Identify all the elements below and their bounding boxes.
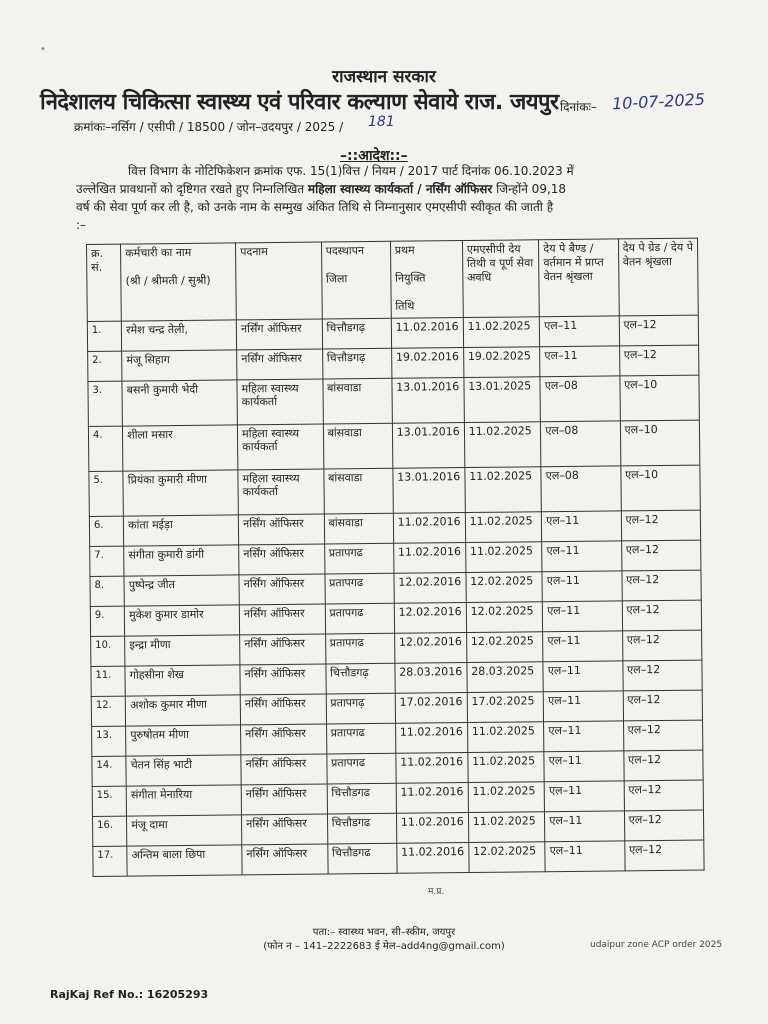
cell-district: चित्तौडगढ: [327, 843, 396, 874]
cell-appointment-date: 13.01.2016: [392, 423, 464, 469]
cell-name: इन्द्रा मीणा: [125, 635, 240, 666]
cell-post: नर्सिंग ऑफिसर: [239, 574, 325, 605]
cell-appointment-date: 11.02.2016: [396, 813, 468, 844]
cell-post: नर्सिंग ऑफिसर: [239, 544, 325, 575]
cell-name: गोहसीना शेख: [125, 665, 240, 696]
cell-macp-date: 11.02.2025: [468, 782, 545, 813]
cell-due-level: एल–12: [623, 690, 703, 721]
cell-current-level: एल–11: [544, 751, 624, 782]
cell-district: चित्तौडगढ़: [322, 348, 391, 379]
cell-appointment-date: 19.02.2016: [391, 348, 463, 379]
cell-sno: 8.: [90, 576, 125, 606]
cell-appointment-date: 11.02.2016: [396, 783, 468, 814]
cell-name: मंजू सिहाग: [122, 350, 237, 381]
order-title: –::आदेश::–: [340, 148, 408, 164]
paragraph-line-1: वित्त विभाग के नोटिफिकेशन क्रमांक एफ. 15(1)वित्त / नियम / 2017 पार्ट दिनांक 06.10.2023 में: [128, 164, 574, 178]
cell-name: प्रियंका कुमारी मीणा: [123, 470, 238, 516]
cell-name: पुष्पेन्द्र जीत: [124, 575, 239, 606]
header-first-appointment: प्रथम नियुक्ति तिथि: [390, 241, 463, 319]
cell-sno: 17.: [93, 846, 128, 876]
paragraph-line-4: :–: [76, 218, 87, 232]
cell-sno: 11.: [91, 666, 126, 696]
cell-current-level: एल–11: [542, 511, 622, 542]
cell-current-level: एल–11: [543, 601, 623, 632]
cell-appointment-date: 12.02.2016: [394, 603, 466, 634]
cell-district: चित्तौडगढ: [327, 783, 396, 814]
cell-macp-date: 12.02.2025: [466, 632, 543, 663]
cell-due-level: एल–12: [624, 840, 704, 871]
cell-sno: 16.: [92, 816, 127, 846]
cell-current-level: एल–11: [540, 346, 620, 377]
cell-appointment-date: 12.02.2016: [394, 633, 466, 664]
cell-due-level: एल–12: [624, 780, 704, 811]
zone-note: udaipur zone ACP order 2025: [590, 940, 723, 950]
cell-current-level: एल–11: [544, 781, 624, 812]
cell-district: चित्तौडगढ: [327, 813, 396, 844]
cell-name: संगीता मेनारिया: [126, 785, 241, 816]
cell-due-level: एल–12: [621, 510, 701, 541]
table-row: [88, 375, 699, 426]
cell-sno: 12.: [91, 696, 126, 726]
cell-due-level: एल–12: [622, 630, 702, 661]
government-title: राजस्थान सरकार: [332, 67, 436, 87]
cell-district: प्रतापगढ: [324, 543, 393, 574]
cell-name: शीला मसार: [123, 425, 238, 471]
cell-appointment-date: 11.02.2016: [395, 723, 467, 754]
header-district: पदस्थापन जिला: [321, 241, 391, 319]
cell-sno: 15.: [92, 786, 127, 816]
cell-current-level: एल–08: [541, 466, 621, 512]
cell-district: प्रतापगढ़: [326, 693, 395, 724]
cell-sno: 3.: [88, 381, 123, 426]
cell-appointment-date: 11.02.2016: [393, 513, 465, 544]
header-post: पदनाम: [236, 242, 322, 320]
date-value: 10-07-2025: [611, 89, 706, 114]
cell-sno: 13.: [92, 726, 127, 756]
header-name: कर्मचारी का नाम (श्री / श्रीमती / सुश्री): [121, 243, 237, 321]
header-macp-date: एमएसीपी देय तिथी व पूर्ण सेवा अवधि: [462, 240, 539, 318]
cell-appointment-date: 28.03.2016: [395, 663, 467, 694]
cell-macp-date: 17.02.2025: [467, 692, 544, 723]
footer-address: पता:– स्वास्थ्य भवन, सी–स्कीम, जयपुर: [312, 927, 456, 938]
table-row: [93, 840, 704, 876]
cell-name: पुरुषोतम मीणा: [126, 725, 241, 756]
cell-current-level: एल–11: [543, 631, 623, 662]
cell-due-level: एल–12: [624, 810, 704, 841]
table-row: [89, 465, 700, 516]
cell-current-level: एल–11: [543, 661, 623, 692]
paragraph-line-3: वर्ष की सेवा पूर्ण कर ली है, को उनके नाम के सम्मुख अंकित तिथि से निम्नानुसार एमएसीपी स्वीकृत की जाती है: [76, 200, 554, 214]
cell-sno: 6.: [89, 516, 124, 546]
cell-macp-date: 12.02.2025: [466, 572, 543, 603]
cell-post: महिला स्वास्थ्य कार्यकर्ता: [238, 469, 324, 515]
cell-post: नर्सिंग ऑफिसर: [240, 634, 326, 665]
cell-name: चेतन सिंह भाटी: [126, 755, 241, 786]
cell-appointment-date: 11.02.2016: [396, 753, 468, 784]
cell-current-level: एल–11: [542, 571, 622, 602]
cell-name: बसनी कुमारी भेदी: [122, 380, 237, 426]
cell-due-level: एल–10: [620, 375, 700, 421]
header-sno: क्र. सं.: [87, 244, 122, 321]
cell-macp-date: 11.02.2025: [465, 542, 542, 573]
cell-sno: 4.: [88, 426, 123, 471]
cell-district: प्रतापगढ: [325, 573, 394, 604]
cell-appointment-date: 11.02.2016: [397, 843, 469, 874]
cell-post: नर्सिंग ऑफिसर: [238, 514, 324, 545]
cell-macp-date: 11.02.2025: [465, 467, 542, 513]
cell-post: नर्सिंग ऑफिसर: [241, 754, 327, 785]
cell-district: चित्तौडगढ़: [322, 318, 391, 349]
cell-due-level: एल–12: [622, 570, 702, 601]
cell-district: प्रतापगढ: [326, 723, 395, 754]
cell-macp-date: 11.02.2025: [468, 752, 545, 783]
cell-post: महिला स्वास्थ्य कार्यकर्ता: [237, 379, 323, 425]
cell-post: नर्सिंग ऑफिसर: [237, 349, 323, 380]
cell-name: कांता मईड़ा: [124, 515, 239, 546]
cell-district: बांसवाडा: [323, 468, 393, 514]
cell-due-level: एल–12: [619, 345, 699, 376]
cell-name: रमेश चन्द्र तेली,: [122, 320, 237, 351]
table-row: [88, 420, 699, 471]
cell-current-level: एल–11: [544, 691, 624, 722]
cell-due-level: एल–10: [620, 420, 700, 466]
cell-post: महिला स्वास्थ्य कार्यकर्ता: [238, 424, 324, 470]
cell-macp-date: 11.02.2025: [465, 512, 542, 543]
initial-mark: म.प्र.: [428, 887, 445, 897]
cell-due-level: एल–12: [623, 750, 703, 781]
cell-macp-date: 11.02.2025: [464, 422, 541, 468]
cell-current-level: एल–11: [545, 811, 625, 842]
cell-appointment-date: 11.02.2016: [393, 543, 465, 574]
cell-district: बांसवाडा: [324, 513, 393, 544]
cell-name: अन्तिम बाला छिपा: [127, 845, 242, 876]
header-grade-pay: देय पे ग्रेड / देय पे वेतन श्रृंखला: [618, 238, 698, 316]
cell-due-level: एल–10: [621, 465, 701, 511]
cell-macp-date: 11.02.2025: [468, 812, 545, 843]
cell-due-level: एल–12: [619, 315, 699, 346]
header-pay-band: देय पे बैण्ड / वर्तमान में प्राप्त वेतन श्रृंखला: [539, 239, 619, 317]
paragraph-bold-posts: महिला स्वास्थ्य कार्यकर्ता / नर्सिंग ऑफिसर: [307, 182, 493, 196]
cell-appointment-date: 13.01.2016: [393, 468, 465, 514]
cell-current-level: एल–11: [544, 721, 624, 752]
cell-name: मंजू दामा: [127, 815, 242, 846]
cell-sno: 2.: [88, 351, 123, 381]
cell-macp-date: 12.02.2025: [468, 842, 545, 873]
cell-district: बांसवाडा: [323, 378, 393, 424]
cell-name: मुकेश कुमार डामोर: [124, 605, 239, 636]
cell-appointment-date: 12.02.2016: [394, 573, 466, 604]
cell-district: चित्तौडगढ़: [325, 663, 394, 694]
macp-table: [86, 238, 705, 877]
cell-sno: 10.: [91, 636, 126, 666]
cell-post: नर्सिंग ऑफिसर: [240, 694, 326, 725]
cell-post: नर्सिंग ऑफिसर: [242, 844, 328, 875]
cell-macp-date: 19.02.2025: [463, 347, 540, 378]
cell-due-level: एल–12: [623, 660, 703, 691]
cell-appointment-date: 11.02.2016: [391, 318, 463, 349]
cell-due-level: एल–12: [621, 540, 701, 571]
cell-sno: 9.: [90, 606, 125, 636]
cell-appointment-date: 17.02.2016: [395, 693, 467, 724]
scan-mark: •: [40, 44, 46, 55]
reference-handwritten: 181: [368, 114, 395, 130]
cell-macp-date: 11.02.2025: [463, 317, 540, 348]
cell-macp-date: 28.03.2025: [467, 662, 544, 693]
cell-due-level: एल–12: [623, 720, 703, 751]
cell-sno: 7.: [90, 546, 125, 576]
cell-post: नर्सिंग ऑफिसर: [241, 784, 327, 815]
cell-current-level: एल–11: [540, 316, 620, 347]
rajkaj-reference: RajKaj Ref No.: 16205293: [50, 988, 209, 1001]
cell-district: प्रतापगढ: [326, 753, 395, 784]
cell-sno: 14.: [92, 756, 127, 786]
cell-post: नर्सिंग ऑफिसर: [239, 604, 325, 635]
cell-current-level: एल–08: [540, 376, 620, 422]
cell-post: नर्सिंग ऑफिसर: [240, 664, 326, 695]
cell-name: अशोक कुमार मीणा: [125, 695, 240, 726]
reference-number: क्रमांकः–नर्सिग / एसीपी / 18500 / जोन–उदयपुर / 2025 /: [74, 120, 344, 134]
table-header-row: [87, 238, 699, 321]
cell-current-level: एल–11: [545, 841, 625, 872]
cell-macp-date: 12.02.2025: [466, 602, 543, 633]
date-label: दिनांकः–: [560, 100, 597, 114]
cell-due-level: एल–12: [622, 600, 702, 631]
cell-district: प्रतापगढ: [325, 603, 394, 634]
cell-post: नर्सिंग ऑफिसर: [242, 814, 328, 845]
cell-current-level: एल–08: [541, 421, 621, 467]
cell-district: प्रतापगढ: [325, 633, 394, 664]
department-title: निदेशालय चिकित्सा स्वास्थ्य एवं परिवार कल्याण सेवाये राज. जयपुर: [40, 90, 559, 115]
cell-sno: 5.: [89, 471, 124, 516]
cell-sno: 1.: [87, 321, 122, 351]
cell-current-level: एल–11: [542, 541, 622, 572]
cell-appointment-date: 13.01.2016: [392, 378, 464, 424]
cell-macp-date: 11.02.2025: [467, 722, 544, 753]
cell-post: नर्सिंग ऑफिसर: [241, 724, 327, 755]
footer-contact: (फोन न – 141–2222683 ई मेल–add4ng@gmail.com): [263, 941, 505, 952]
paragraph-line-2: उल्लेखित प्रावधानों को दृष्टिगत रखते हुए निम्नलिखित महिला स्वास्थ्य कार्यकर्ता / नर्सिंग ऑफिसर जिन्होंने 09,18: [76, 182, 567, 196]
cell-post: नर्सिंग ऑफिसर: [236, 319, 322, 350]
cell-name: संगीता कुमारी डांगी: [124, 545, 239, 576]
cell-macp-date: 13.01.2025: [464, 377, 541, 423]
cell-district: बांसवाडा: [323, 423, 393, 469]
